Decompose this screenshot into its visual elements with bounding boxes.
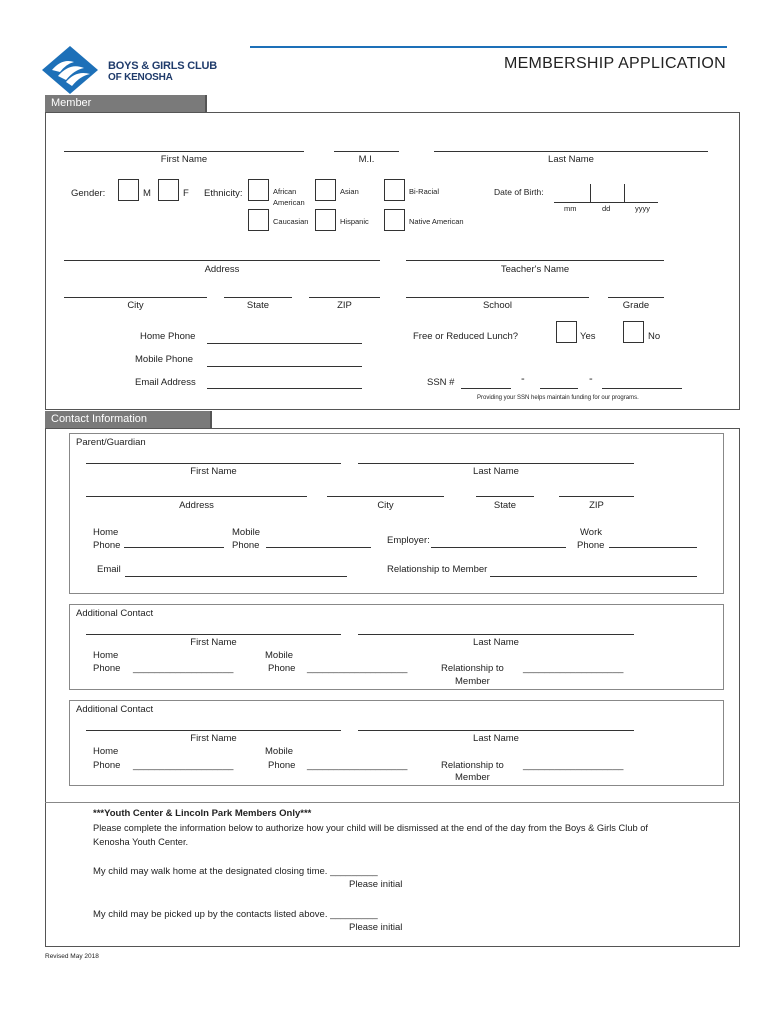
walk-home-statement[interactable]: My child may walk home at the designated closing time. _________	[93, 866, 378, 877]
parent-last-name-line[interactable]	[358, 463, 634, 464]
additional-1-mobile-label: Mobile	[265, 650, 293, 661]
ethnicity-african-label: African	[273, 187, 297, 196]
ssn-part1-line[interactable]	[461, 388, 511, 389]
ethnicity-hispanic-checkbox[interactable]	[315, 209, 336, 231]
pickup-initial-label: Please initial	[349, 922, 403, 933]
city-label: City	[127, 300, 144, 311]
parent-relationship-label: Relationship to Member	[387, 564, 488, 575]
dob-yyyy-label: yyyy	[635, 204, 650, 213]
lunch-no-checkbox[interactable]	[623, 321, 644, 343]
ethnicity-caucasian-label: Caucasian	[273, 217, 309, 226]
parent-home-label: Home	[93, 527, 119, 538]
email-line[interactable]	[207, 388, 362, 389]
additional-1-member-label: Member	[455, 676, 490, 687]
lunch-yes-checkbox[interactable]	[556, 321, 577, 343]
additional-1-last-name-line[interactable]	[358, 634, 634, 635]
parent-home-phone-line[interactable]	[124, 547, 224, 548]
address-label: Address	[204, 264, 240, 275]
parent-address-line[interactable]	[86, 496, 307, 497]
parent-city-line[interactable]	[327, 496, 444, 497]
ethnicity-native-american-checkbox[interactable]	[384, 209, 405, 231]
lunch-yes-label: Yes	[580, 331, 596, 342]
additional-1-mobile-phone-label: Phone	[268, 663, 296, 674]
parent-mobile-label: Mobile	[232, 527, 260, 538]
additional-2-last-name-label: Last Name	[473, 733, 519, 744]
parent-employer-line[interactable]	[431, 547, 566, 548]
state-label: State	[246, 300, 270, 311]
additional-2-last-name-line[interactable]	[358, 730, 634, 731]
first-name-label: First Name	[160, 154, 208, 165]
additional-2-relationship-label: Relationship to	[441, 760, 504, 771]
parent-work-phone-label: Phone	[577, 540, 605, 551]
dob-label: Date of Birth:	[494, 187, 544, 197]
parent-mobile-phone-label: Phone	[232, 540, 260, 551]
city-line[interactable]	[64, 297, 207, 298]
youth-paragraph-line2: Kenosha Youth Center.	[93, 837, 189, 847]
ethnicity-label: Ethnicity:	[204, 188, 243, 199]
revised-date: Revised May 2018	[45, 953, 99, 960]
ethnicity-biracial-checkbox[interactable]	[384, 179, 405, 201]
parent-first-name-label: First Name	[190, 466, 237, 477]
lunch-label: Free or Reduced Lunch?	[413, 331, 519, 342]
state-line[interactable]	[224, 297, 292, 298]
additional-1-mobile-phone-blank[interactable]: ___________________	[307, 663, 408, 674]
youth-paragraph-line1: Please complete the information below to authorize how your child will be dismissed at the end of the day from the Boys & Girls Club of	[93, 823, 648, 833]
parent-home-phone-label: Phone	[93, 540, 121, 551]
parent-last-name-label: Last Name	[473, 466, 519, 477]
parent-state-line[interactable]	[476, 496, 534, 497]
ssn-part2-line[interactable]	[540, 388, 578, 389]
email-label: Email Address	[135, 377, 196, 388]
teacher-label: Teacher's Name	[500, 264, 570, 275]
home-phone-label: Home Phone	[140, 331, 196, 342]
grade-line[interactable]	[608, 297, 664, 298]
address-line[interactable]	[64, 260, 380, 261]
ethnicity-asian-label: Asian	[340, 187, 359, 196]
additional-1-last-name-label: Last Name	[473, 637, 519, 648]
youth-heading: ***Youth Center & Lincoln Park Members Only***	[93, 808, 312, 819]
last-name-label: Last Name	[548, 154, 594, 165]
zip-line[interactable]	[309, 297, 380, 298]
parent-employer-label: Employer:	[387, 535, 430, 546]
additional-2-mobile-phone-blank[interactable]: ___________________	[307, 760, 408, 771]
additional-1-relationship-blank[interactable]: ___________________	[523, 663, 624, 674]
parent-state-label: State	[493, 500, 517, 511]
last-name-line[interactable]	[434, 151, 708, 152]
mobile-phone-label: Mobile Phone	[135, 354, 194, 365]
home-phone-line[interactable]	[207, 343, 362, 344]
ssn-note: Providing your SSN helps maintain funding for our programs.	[477, 395, 639, 401]
ethnicity-african-american-checkbox[interactable]	[248, 179, 269, 201]
ethnicity-asian-checkbox[interactable]	[315, 179, 336, 201]
additional-2-member-label: Member	[455, 772, 490, 783]
parent-relationship-line[interactable]	[490, 576, 697, 577]
lunch-no-label: No	[648, 331, 661, 342]
additional-2-relationship-blank[interactable]: ___________________	[523, 760, 624, 771]
dob-field[interactable]	[554, 184, 658, 203]
parent-zip-label: ZIP	[589, 500, 604, 511]
walk-home-initial-label: Please initial	[349, 879, 403, 890]
additional-1-home-label: Home	[93, 650, 119, 661]
additional-1-first-name-line[interactable]	[86, 634, 341, 635]
additional-1-home-phone-label: Phone	[93, 663, 121, 674]
parent-city-label: City	[377, 500, 394, 511]
gender-f-checkbox[interactable]	[158, 179, 179, 201]
youth-divider	[45, 802, 740, 803]
pickup-statement[interactable]: My child may be picked up by the contacts listed above. _________	[93, 909, 378, 920]
additional-1-relationship-label: Relationship to	[441, 663, 504, 674]
mobile-phone-line[interactable]	[207, 366, 362, 367]
member-section-tab: Member	[45, 95, 207, 113]
parent-first-name-line[interactable]	[86, 463, 341, 464]
dob-dd-label: dd	[602, 204, 611, 213]
parent-email-line[interactable]	[125, 576, 347, 577]
page-title: MEMBERSHIP APPLICATION	[503, 55, 726, 72]
ssn-dash-1: -	[521, 373, 525, 385]
grade-label: Grade	[622, 300, 650, 311]
additional-contact-1-title: Additional Contact	[76, 608, 154, 619]
mi-label: M.I.	[358, 154, 375, 165]
ssn-part3-line[interactable]	[602, 388, 682, 389]
parent-mobile-phone-line[interactable]	[266, 547, 371, 548]
parent-zip-line[interactable]	[559, 496, 634, 497]
additional-contact-2-title: Additional Contact	[76, 704, 154, 715]
org-subname: OF KENOSHA	[108, 72, 173, 83]
gender-f-label: F	[183, 188, 189, 199]
ssn-dash-2: -	[589, 373, 593, 385]
org-name: BOYS & GIRLS CLUB	[108, 60, 218, 72]
additional-1-first-name-label: First Name	[190, 637, 237, 648]
teacher-line[interactable]	[406, 260, 664, 261]
ethnicity-caucasian-checkbox[interactable]	[248, 209, 269, 231]
gender-m-label: M	[143, 188, 151, 199]
additional-2-home-label: Home	[93, 746, 119, 757]
school-line[interactable]	[406, 297, 589, 298]
additional-2-first-name-line[interactable]	[86, 730, 341, 731]
first-name-line[interactable]	[64, 151, 304, 152]
header-rule	[250, 46, 727, 48]
zip-label: ZIP	[337, 300, 352, 311]
gender-m-checkbox[interactable]	[118, 179, 139, 201]
additional-2-first-name-label: First Name	[190, 733, 237, 744]
mi-line[interactable]	[334, 151, 399, 152]
additional-1-home-phone-blank[interactable]: ___________________	[133, 663, 234, 674]
parent-work-phone-line[interactable]	[609, 547, 697, 548]
parent-address-label: Address	[179, 500, 214, 511]
additional-2-home-phone-blank[interactable]: ___________________	[133, 760, 234, 771]
additional-2-home-phone-label: Phone	[93, 760, 121, 771]
ethnicity-american-label: American	[273, 198, 305, 207]
additional-2-mobile-phone-label: Phone	[268, 760, 296, 771]
ethnicity-hispanic-label: Hispanic	[340, 217, 369, 226]
ssn-label: SSN #	[427, 377, 455, 388]
ethnicity-biracial-label: Bi-Racial	[409, 187, 440, 196]
dob-mm-label: mm	[564, 204, 577, 213]
parent-guardian-title: Parent/Guardian	[76, 437, 146, 448]
parent-email-label: Email	[97, 564, 121, 575]
additional-2-mobile-label: Mobile	[265, 746, 293, 757]
contact-section-tab: Contact Information	[45, 411, 212, 429]
ethnicity-native-label: Native American	[409, 217, 464, 226]
parent-work-label: Work	[580, 527, 602, 538]
school-label: School	[482, 300, 513, 311]
gender-label: Gender:	[71, 188, 106, 199]
